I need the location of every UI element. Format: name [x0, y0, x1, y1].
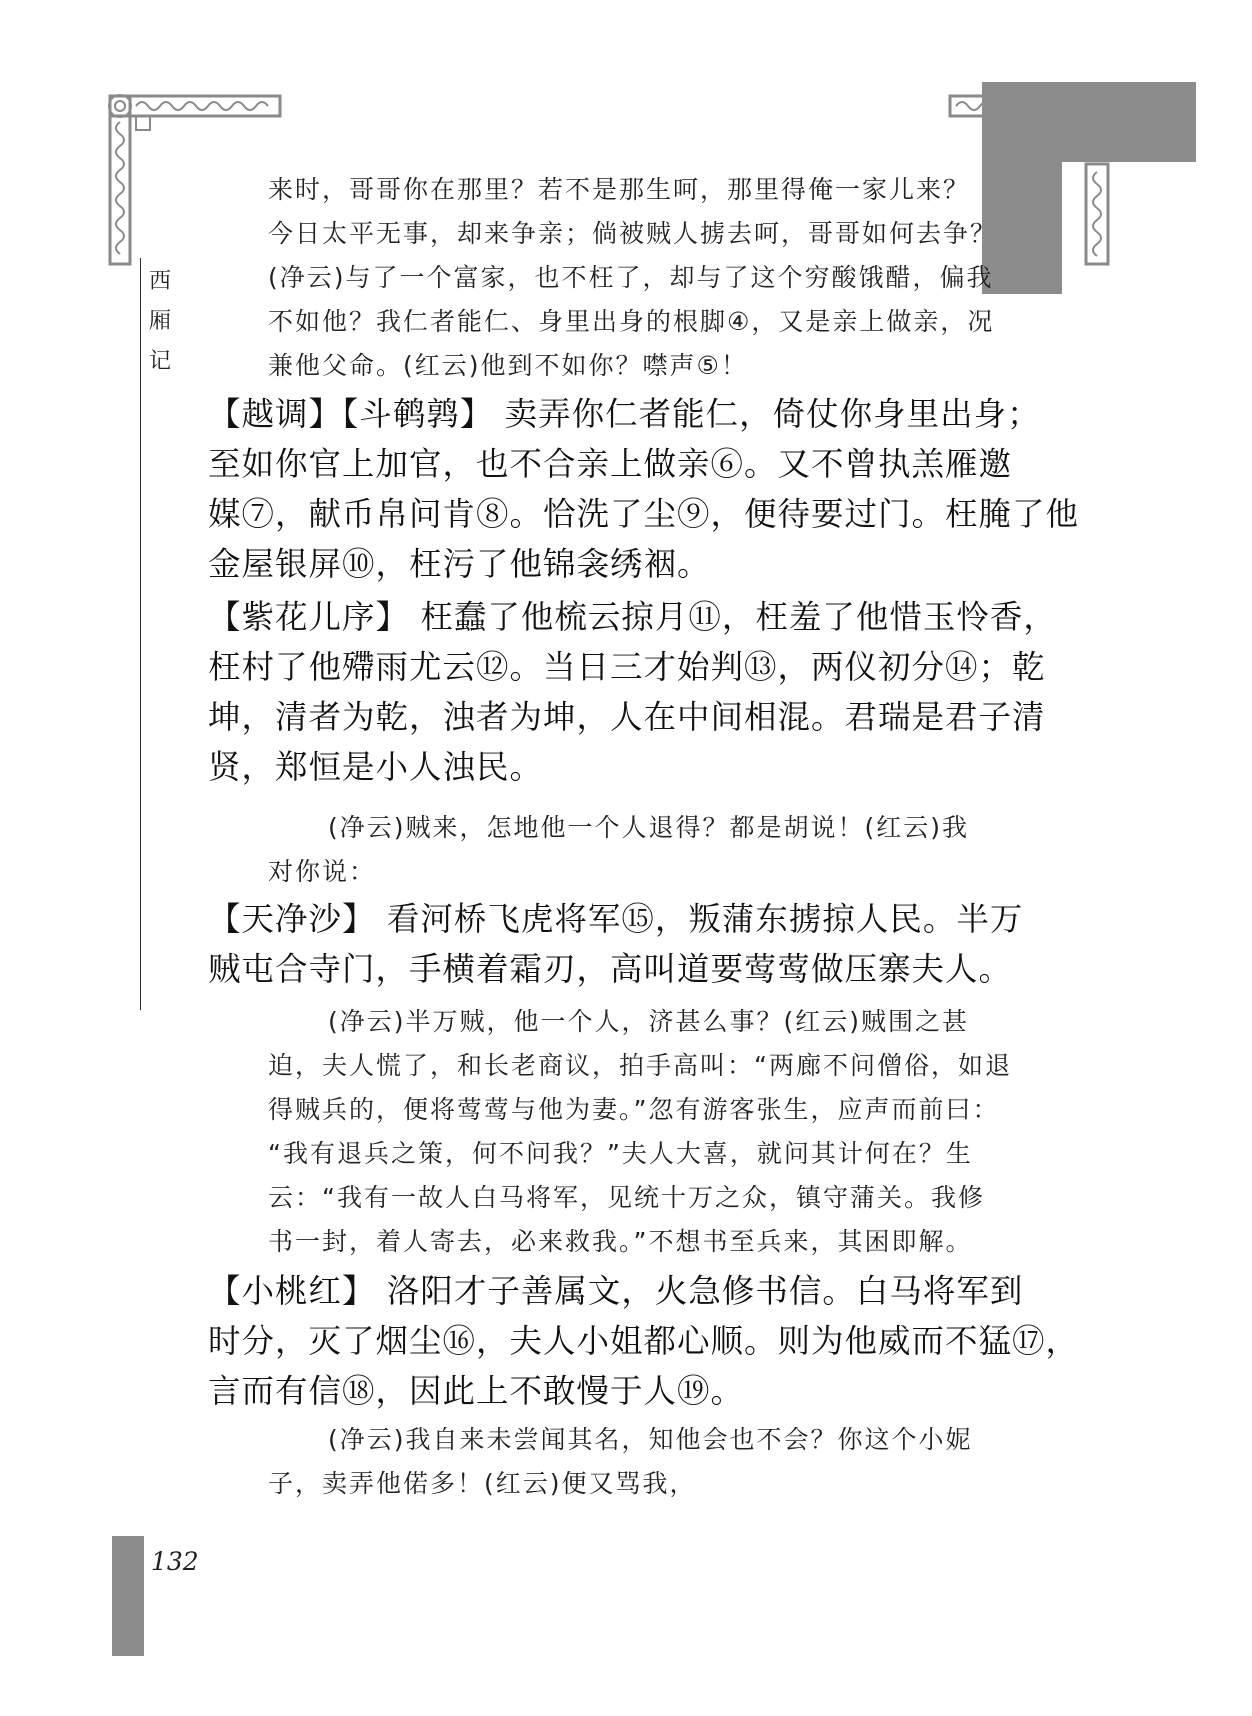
text-line: 金屋银屏⑩，枉污了他锦衾绣裀。	[208, 545, 711, 583]
text-line: “我有退兵之策，何不问我？”夫人大喜，就问其计何在？生	[268, 1139, 973, 1168]
dialogue-block	[268, 806, 1016, 894]
book-title-char: 西	[148, 269, 171, 294]
text-line: 来时，哥哥你在那里？若不是那生呵，那里得俺一家儿来？	[268, 175, 971, 204]
text-line: 不如他？我仁者能仁、身里出身的根脚④，又是亲上做亲，况	[268, 307, 995, 336]
text-line: 【天净沙】 看河桥飞虎将军⑮，叛蒲东掳掠人民。半万	[208, 900, 1024, 938]
running-head-book-title	[148, 262, 172, 382]
bottom-left-grey-tab	[112, 1536, 144, 1656]
book-title-char: 厢	[148, 309, 171, 334]
book-title-char: 记	[148, 349, 171, 374]
text-line: 迫，夫人慌了，和长老商议，拍手高叫：“两廊不问僧俗，如退	[268, 1051, 1012, 1080]
text-line: (净云)与了一个富家，也不枉了，却与了这个穷酸饿醋，偏我	[268, 263, 994, 292]
text-line: 至如你官上加官，也不合亲上做亲⑥。又不曾执羔雁邀	[208, 445, 1013, 483]
text-line: 【越调】【斗鹌鹑】 卖弄你仁者能仁，倚仗你身里出身；	[208, 395, 1041, 433]
text-line: 得贼兵的，便将莺莺与他为妻。”忽有游客张生，应声而前曰：	[268, 1095, 1000, 1124]
margin-rule	[140, 258, 141, 1010]
text-line: (净云)贼来，怎地他一个人退得？都是胡说！(红云)我	[328, 813, 970, 842]
text-line: 枉村了他殢雨尤云⑫。当日三才始判⑬，两仪初分⑭；乾	[208, 648, 1046, 686]
text-line: 今日太平无事，却来争亲；倘被贼人掳去呵，哥哥如何去争？	[268, 219, 998, 248]
text-line: 子，卖弄他偌多！(红云)便又骂我，	[268, 1469, 697, 1498]
lyric-block-dou-an-chun	[208, 389, 1080, 589]
text-line: 媒⑦，献币帛问肯⑧。恰洗了尘⑨，便待要过门。枉腌了他	[208, 495, 1080, 533]
text-line: 书一封，着人寄去，必来救我。”不想书至兵来，其困即解。	[268, 1227, 973, 1256]
text-line: (净云)我自来未尝闻其名，知他会也不会？你这个小妮	[328, 1425, 973, 1454]
lyric-block-zi-hua-er-xu	[208, 592, 1057, 792]
text-line: 贤，郑恒是小人浊民。	[208, 748, 544, 786]
lyric-block-xiao-tao-hong	[208, 1266, 1080, 1416]
text-line: 言而有信⑱，因此上不敢慢于人⑲。	[208, 1372, 745, 1410]
text-line: 云：“我有一故人白马将军，见统十万之众，镇守蒲关。我修	[268, 1183, 985, 1212]
dialogue-block	[268, 168, 1016, 388]
lyric-block-tian-jing-sha	[208, 894, 1024, 994]
text-line: (净云)半万贼，他一个人，济甚么事？(红云)贼围之甚	[328, 1007, 970, 1036]
page-number: 132	[151, 1547, 199, 1576]
top-right-grey-tab	[982, 82, 1196, 162]
text-line: 【小桃红】 洛阳才子善属文，火急修书信。白马将军到	[208, 1272, 1024, 1310]
text-line: 时分，灭了烟尘⑯，夫人小姐都心顺。则为他威而不猛⑰，	[208, 1322, 1080, 1360]
text-line: 贼屯合寺门，手横着霜刃，高叫道要莺莺做压寨夫人。	[208, 950, 1013, 988]
text-line: 【紫花儿序】 枉蠢了他梳云掠月⑪，枉羞了他惜玉怜香，	[208, 598, 1057, 636]
dialogue-block	[268, 1418, 1016, 1506]
text-line: 对你说：	[268, 857, 377, 886]
text-line: 兼他父命。(红云)他到不如你？噤声⑤！	[268, 351, 748, 380]
dialogue-block	[268, 1000, 1016, 1264]
text-line: 坤，清者为乾，浊者为坤，人在中间相混。君瑞是君子清	[208, 698, 1046, 736]
corner-ornament-top-left	[106, 86, 282, 266]
border-ornament-right-side	[1082, 162, 1112, 266]
